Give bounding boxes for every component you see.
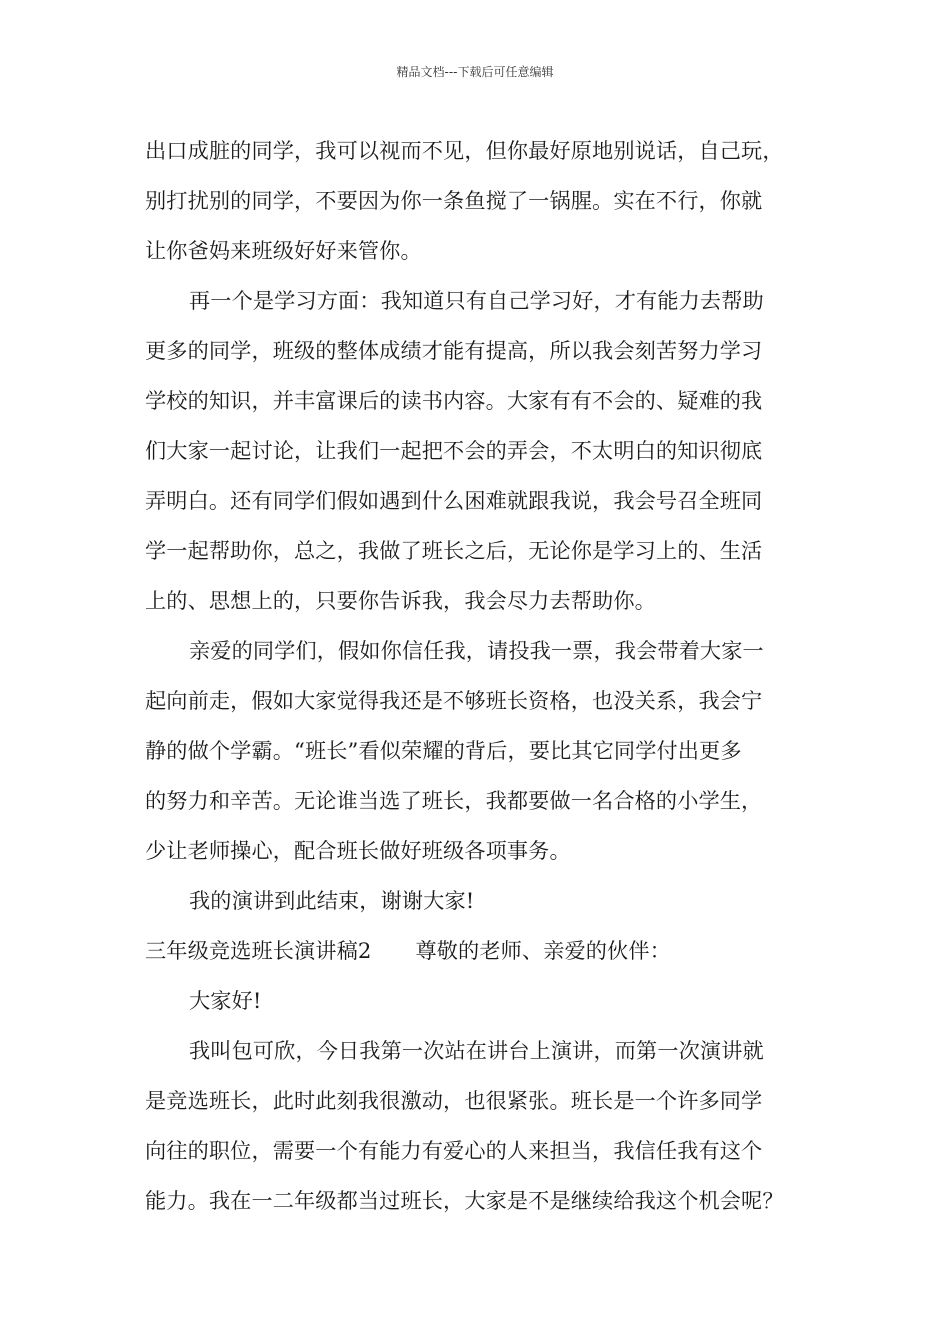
document-body	[145, 126, 830, 1226]
text-line: 再一个是学习方面：我知道只有自己学习好，才有能力去帮助	[189, 288, 764, 313]
text-line: 的努力和辛苦。无论谁当选了班长，我都要做一名合格的小学生，	[145, 788, 763, 813]
greeting: 尊敬的老师、亲爱的伙伴：	[415, 938, 671, 963]
text-line: 我的演讲到此结束，谢谢大家!	[189, 888, 475, 913]
text-line: 能力。我在一二年级都当过班长，大家是不是继续给我这个机会呢？	[145, 1188, 784, 1213]
text-line: 更多的同学，班级的整体成绩才能有提高，所以我会刻苦努力学习	[145, 338, 763, 363]
text-line: 起向前走，假如大家觉得我还是不够班长资格，也没关系，我会宁	[145, 688, 763, 713]
text-line: 我叫包可欣，今日我第一次站在讲台上演讲，而第一次演讲就	[189, 1038, 764, 1063]
text-line: 让你爸妈来班级好好来管你。	[145, 238, 422, 263]
text-line: 别打扰别的同学，不要因为你一条鱼搅了一锅腥。实在不行，你就	[145, 188, 763, 213]
text-line: 静的做个学霸。“班长”看似荣耀的背后，要比其它同学付出更多	[145, 738, 742, 763]
text-line: 向往的职位，需要一个有能力有爱心的人来担当，我信任我有这个	[145, 1138, 763, 1163]
text-line: 大家好!	[189, 988, 262, 1013]
text-line: 少让老师操心，配合班长做好班级各项事务。	[145, 838, 571, 863]
text-line: 是竞选班长，此时此刻我很激动，也很紧张。班长是一个许多同学	[145, 1088, 763, 1113]
text-line: 学一起帮助你，总之，我做了班长之后，无论你是学习上的、生活	[145, 538, 763, 563]
text-line: 学校的知识，并丰富课后的读书内容。大家有有不会的、疑难的我	[145, 388, 763, 413]
text-line: 上的、思想上的，只要你告诉我，我会尽力去帮助你。	[145, 588, 656, 613]
section-title: 三年级竞选班长演讲稿2	[145, 938, 372, 963]
text-line: 们大家一起讨论，让我们一起把不会的弄会，不太明白的知识彻底	[145, 438, 763, 463]
text-line: 出口成脏的同学，我可以视而不见，但你最好原地别说话，自己玩，	[145, 138, 784, 163]
text-line: 亲爱的同学们，假如你信任我，请投我一票，我会带着大家一	[189, 638, 764, 663]
text-line: 弄明白。还有同学们假如遇到什么困难就跟我说，我会号召全班同	[145, 488, 763, 513]
section-heading-line	[145, 926, 830, 976]
page-header: 精品文档---下载后可任意编辑	[396, 65, 554, 79]
